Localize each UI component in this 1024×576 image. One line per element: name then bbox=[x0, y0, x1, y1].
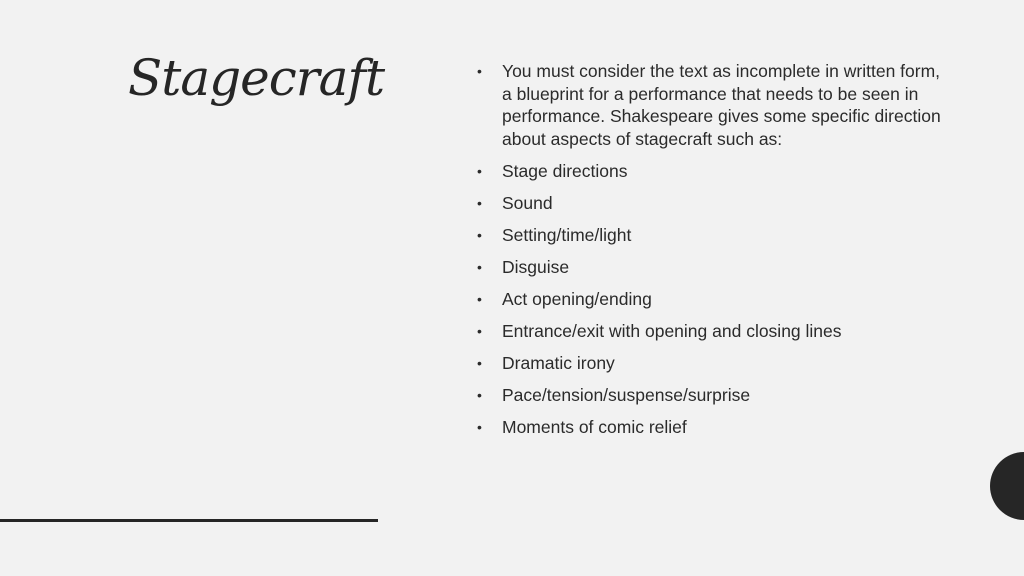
decorative-circle bbox=[990, 452, 1024, 520]
list-item-text: Setting/time/light bbox=[502, 224, 632, 245]
decorative-rule bbox=[0, 519, 378, 522]
list-item bbox=[474, 384, 944, 407]
list-item-text: Stage directions bbox=[502, 160, 628, 181]
bullet-icon: • bbox=[477, 162, 482, 179]
bullet-list bbox=[474, 60, 944, 448]
list-item-text: Disguise bbox=[502, 256, 570, 277]
list-item bbox=[474, 192, 944, 215]
bullet-icon: • bbox=[477, 63, 482, 79]
list-item-text: You must consider the text as incomplete in written form, a blueprint for a performance that needs to be seen in performance. Shakespeare gives some specific direction about aspects of stagecraft such as: bbox=[502, 61, 941, 149]
list-item-text: Act opening/ending bbox=[502, 288, 652, 309]
bullet-icon: • bbox=[477, 258, 482, 275]
list-item bbox=[474, 416, 944, 439]
list-item bbox=[474, 224, 944, 247]
list-item bbox=[474, 352, 944, 375]
bullet-icon: • bbox=[477, 322, 482, 339]
list-item bbox=[474, 160, 944, 183]
list-item-text: Dramatic irony bbox=[502, 352, 615, 373]
bullet-icon: • bbox=[477, 386, 482, 403]
list-item-text: Pace/tension/suspense/surprise bbox=[502, 384, 751, 405]
list-item bbox=[474, 256, 944, 279]
list-item bbox=[474, 288, 944, 311]
list-item-text: Entrance/exit with opening and closing lines bbox=[502, 320, 842, 341]
list-item bbox=[474, 60, 944, 150]
slide-title: Stagecraft bbox=[128, 49, 385, 107]
bullet-icon: • bbox=[477, 226, 482, 243]
bullet-icon: • bbox=[477, 290, 482, 307]
bullet-icon: • bbox=[477, 194, 482, 211]
list-item-text: Sound bbox=[502, 192, 553, 213]
list-item-text: Moments of comic relief bbox=[502, 416, 687, 437]
list-item bbox=[474, 320, 944, 343]
bullet-icon: • bbox=[477, 354, 482, 371]
bullet-icon: • bbox=[477, 418, 482, 435]
